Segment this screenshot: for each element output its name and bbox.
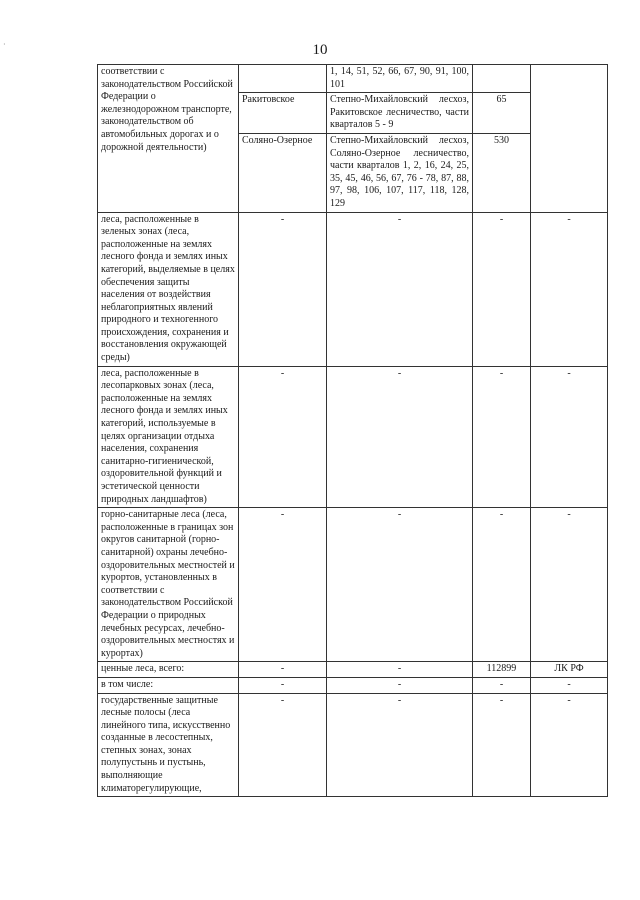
table-row: [98, 65, 608, 93]
table-row: [98, 366, 608, 508]
area-cell: -: [473, 366, 531, 508]
forestry-cell: Соляно-Озерное: [239, 133, 327, 212]
edge-mark: ·: [3, 40, 6, 49]
forestry-cell: -: [239, 662, 327, 678]
table-row: [98, 677, 608, 693]
quarters-cell: -: [327, 677, 473, 693]
forestry-cell: -: [239, 508, 327, 662]
area-cell: -: [473, 693, 531, 797]
quarters-cell: Степно-Михайловский лесхоз, Ракитовское лесничество, части кварталов 5 - 9: [327, 93, 473, 134]
quarters-cell: -: [327, 693, 473, 797]
area-cell: -: [473, 677, 531, 693]
basis-cell: ЛК РФ: [531, 662, 608, 678]
forest-table: [97, 64, 608, 797]
area-cell: 530: [473, 133, 531, 212]
basis-cell: -: [531, 693, 608, 797]
category-cell: в том числе:: [98, 677, 239, 693]
quarters-cell: 1, 14, 51, 52, 66, 67, 90, 91, 100, 101: [327, 65, 473, 93]
category-cell: соответствии с законодательством Российской Федерации о железнодорожном транспорте, законодательством об автомобильных дорогах и о дорожной деятельности): [98, 65, 239, 213]
table-row: [98, 212, 608, 366]
area-cell: 112899: [473, 662, 531, 678]
basis-cell: [531, 65, 608, 213]
category-cell: леса, расположенные в зеленых зонах (леса, расположенные на землях лесного фонда и землях иных категорий, выделяемые в целях обеспечения защиты населения от воздействия неблагоприятных явлений природного и техногенного происхождения, сохранения и восстановления окружающей среды): [98, 212, 239, 366]
area-cell: -: [473, 212, 531, 366]
forestry-cell: Ракитовское: [239, 93, 327, 134]
forestry-cell: [239, 65, 327, 93]
basis-cell: -: [531, 508, 608, 662]
area-cell: -: [473, 508, 531, 662]
forestry-cell: -: [239, 693, 327, 797]
basis-cell: -: [531, 366, 608, 508]
table-row: [98, 508, 608, 662]
quarters-cell: Степно-Михайловский лесхоз, Соляно-Озерное лесничество, части кварталов 1, 2, 16, 24, 25, 35, 45, 46, 56, 67, 76 - 78, 87, 88, 97, 98, 106, 107, 117, 118, 128, 129: [327, 133, 473, 212]
quarters-cell: -: [327, 662, 473, 678]
basis-cell: -: [531, 677, 608, 693]
forestry-cell: -: [239, 212, 327, 366]
page-number: 10: [312, 42, 328, 58]
quarters-cell: -: [327, 366, 473, 508]
basis-cell: -: [531, 212, 608, 366]
area-cell: [473, 65, 531, 93]
forestry-cell: -: [239, 677, 327, 693]
table-row: [98, 662, 608, 678]
category-cell: ценные леса, всего:: [98, 662, 239, 678]
table-row: [98, 693, 608, 797]
quarters-cell: -: [327, 212, 473, 366]
quarters-cell: -: [327, 508, 473, 662]
forestry-cell: -: [239, 366, 327, 508]
category-cell: горно-санитарные леса (леса, расположенные в границах зон округов санитарной (горно-санитарной) охраны лечебно-оздоровительных местностей и курортов, установленных в соответствии с законодательством Российской Федерации о природных лечебных ресурсах, лечебно-оздоровительных местностях и курортах): [98, 508, 239, 662]
category-cell: государственные защитные лесные полосы (леса линейного типа, искусственно созданные в лесостепных, степных зонах, зонах полупустынь и пустынь, выполняющие климаторегулирующие,: [98, 693, 239, 797]
category-cell: леса, расположенные в лесопарковых зонах (леса, расположенные на землях лесного фонда и землях иных категорий, используемые в целях организации отдыха населения, сохранения санитарно-гигиенической, оздоровительной функций и эстетической ценности природных ландшафтов): [98, 366, 239, 508]
area-cell: 65: [473, 93, 531, 134]
